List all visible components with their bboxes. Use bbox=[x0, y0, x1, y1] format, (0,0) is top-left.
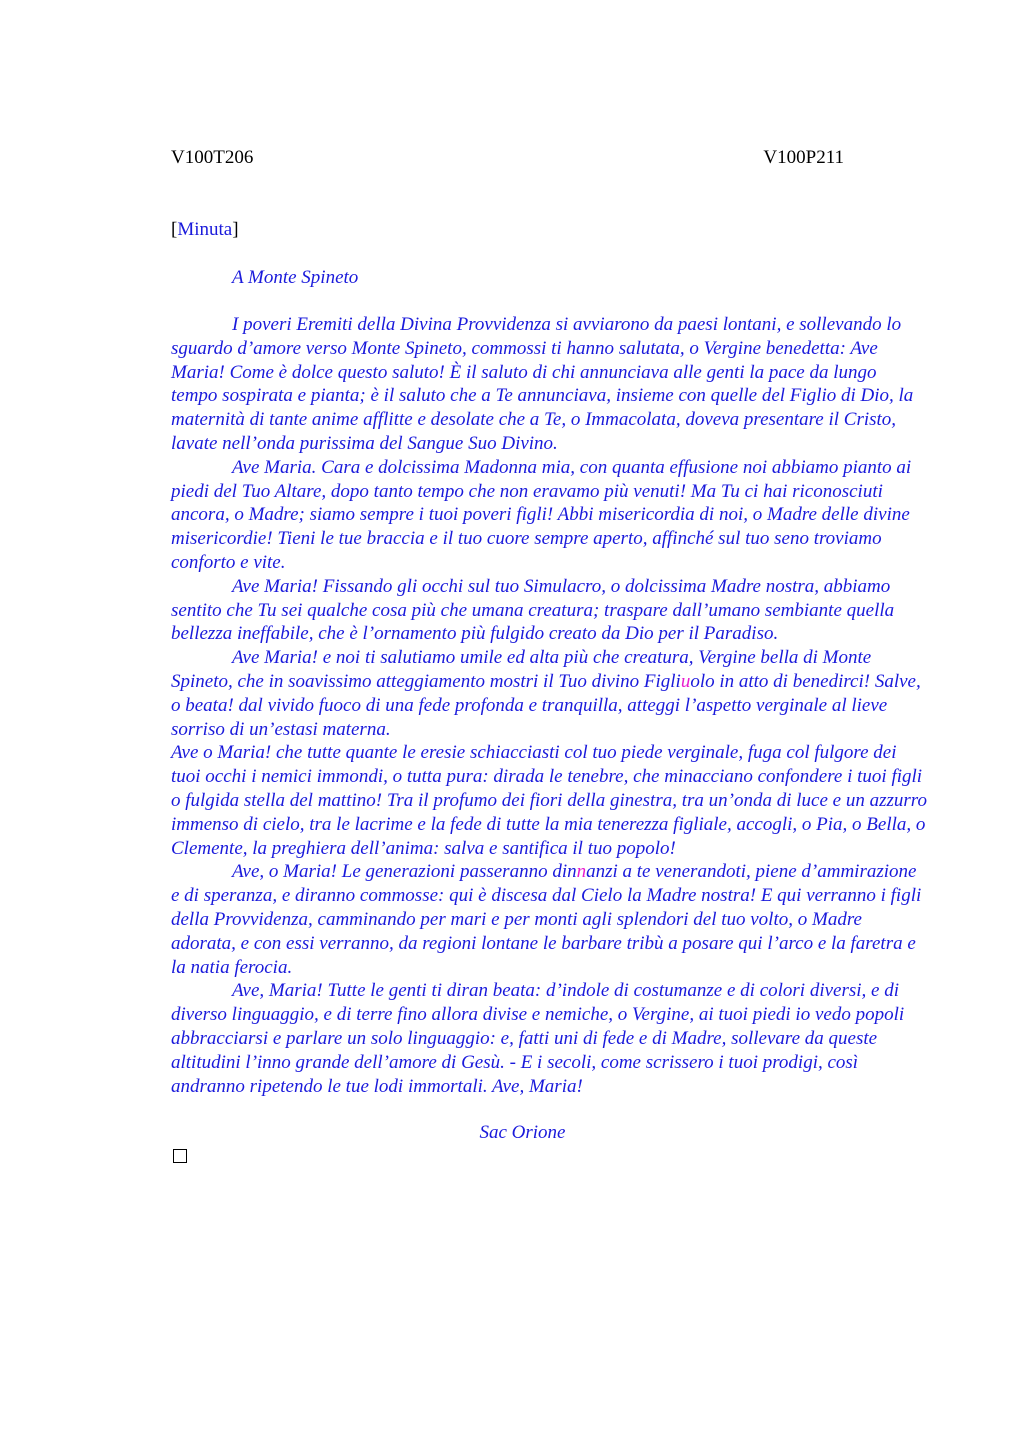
checkbox-square-icon bbox=[173, 1149, 187, 1163]
document-page bbox=[171, 146, 927, 1163]
letter-title: A Monte Spineto bbox=[232, 267, 359, 288]
document-code-right: V100P211 bbox=[763, 147, 844, 168]
paragraph-4-part-2: olo in atto di benedirci! Salve, o beata! dal vivido fuoco di una fede profonda e tranquilla, atteggi l’aspetto verginale al lieve sorriso di un’estasi materna. bbox=[171, 670, 921, 740]
signature: Sac Orione bbox=[479, 1122, 566, 1144]
paragraph-2: Ave Maria. Cara e dolcissima Madonna mia, con quanta effusione noi abbiamo pianto ai piedi del Tuo Altare, dopo tanto tempo che non eravamo più venuti! Ma Tu ci hai riconosciuti ancora, o Madre; siamo sempre i tuoi poveri figli! Abbi misericordia di noi, o Madre delle divine misericordie! Tieni le tue braccia e il tuo cuore sempre aperto, affinché sul tuo seno troviamo conforto e vite. bbox=[171, 456, 912, 573]
paragraph-7: Ave, Maria! Tutte le genti ti diran beata: d’indole di costumanze e di colori diversi, e di diverso linguaggio, e di terre fino allora divise e nemiche, o Vergine, ai tuoi piedi io vedo popoli abbracciarsi e parlare un solo linguaggio: e, fatti uni di fede e di Madre, sollevare da queste altitudini l’inno grande dell’amore di Gesù. - E i secoli, come scrissero i tuoi prodigi, così andranno ripetendo le tue lodi immortali. Ave, Maria! bbox=[171, 980, 905, 1097]
paragraph-4-part-1: Ave Maria! e noi ti salutiamo umile ed alta più che creatura, Vergine bella di Monte Spineto, che in soavissimo atteggiamento mostri il Tuo divino Figli bbox=[171, 647, 872, 692]
minuta-label bbox=[171, 218, 927, 242]
paragraph-6 bbox=[171, 860, 927, 979]
paragraph-1: I poveri Eremiti della Divina Provvidenza si avviarono da paesi lontani, e sollevando lo sguardo d’amore verso Monte Spineto, commossi ti hanno salutata, o Vergine benedetta: Ave Maria! Come è dolce questo saluto! È il saluto di chi annunciava alle genti la pace da lungo tempo sospirata e pianta; è il saluto che a Te annunciava, insieme con quelle del Figlio di Dio, la maternità di tante anime afflitte e desolate che a Te, o Immacolata, doveva presentare il Cristo, lavate nell’onda purissima del Sangue Suo Divino. bbox=[171, 314, 914, 454]
header bbox=[171, 146, 844, 170]
paragraph-6-part-2: anzi a te venerandoti, piene d’ammirazione e di speranza, e diranno commosse: qui è discesa dal Cielo la Madre nostra! E qui verranno i figli della Provvidenza, camminando per mari e per monti agli splendori del tuo volto, o Madre adorata, e con essi verranno, da regioni lontane le barbare tribù a posare qui l’arco e la faretra e la natia ferocia. bbox=[171, 861, 922, 978]
correction-mark: n bbox=[576, 861, 587, 883]
letter-body bbox=[171, 313, 927, 1098]
bracket-close: ] bbox=[232, 219, 239, 240]
bracket-open: [ bbox=[171, 219, 178, 240]
minuta-text: Minuta bbox=[177, 219, 233, 240]
correction-mark: u bbox=[680, 670, 691, 692]
paragraph-3: Ave Maria! Fissando gli occhi sul tuo Simulacro, o dolcissima Madre nostra, abbiamo sentito che Tu sei qualche cosa più che umana creatura; traspare dall’umano sembiante quella bellezza ineffabile, che è l’ornamento più fulgido creato da Dio per il Paradiso. bbox=[171, 575, 895, 645]
paragraph-4 bbox=[171, 646, 927, 741]
paragraph-5: Ave o Maria! che tutte quante le eresie schiacciasti col tuo piede verginale, fuga col fulgore dei tuoi occhi i nemici immondi, o tutta pura: dirada le tenebre, che minacciano confondere i tuoi figli o fulgida stella del mattino! Tra il profumo dei fiori della ginestra, tra un’onda di luce e un azzurro immenso di cielo, tra le lacrime e la fede di tutte la mia tenerezza figliale, accogli, o Pia, o Bella, o Clemente, la preghiera dell’anima: salva e santifica il tuo popolo! bbox=[171, 742, 927, 859]
paragraph-6-part-1: Ave, o Maria! Le generazioni passeranno din bbox=[232, 861, 577, 883]
document-code-left: V100T206 bbox=[171, 147, 254, 168]
